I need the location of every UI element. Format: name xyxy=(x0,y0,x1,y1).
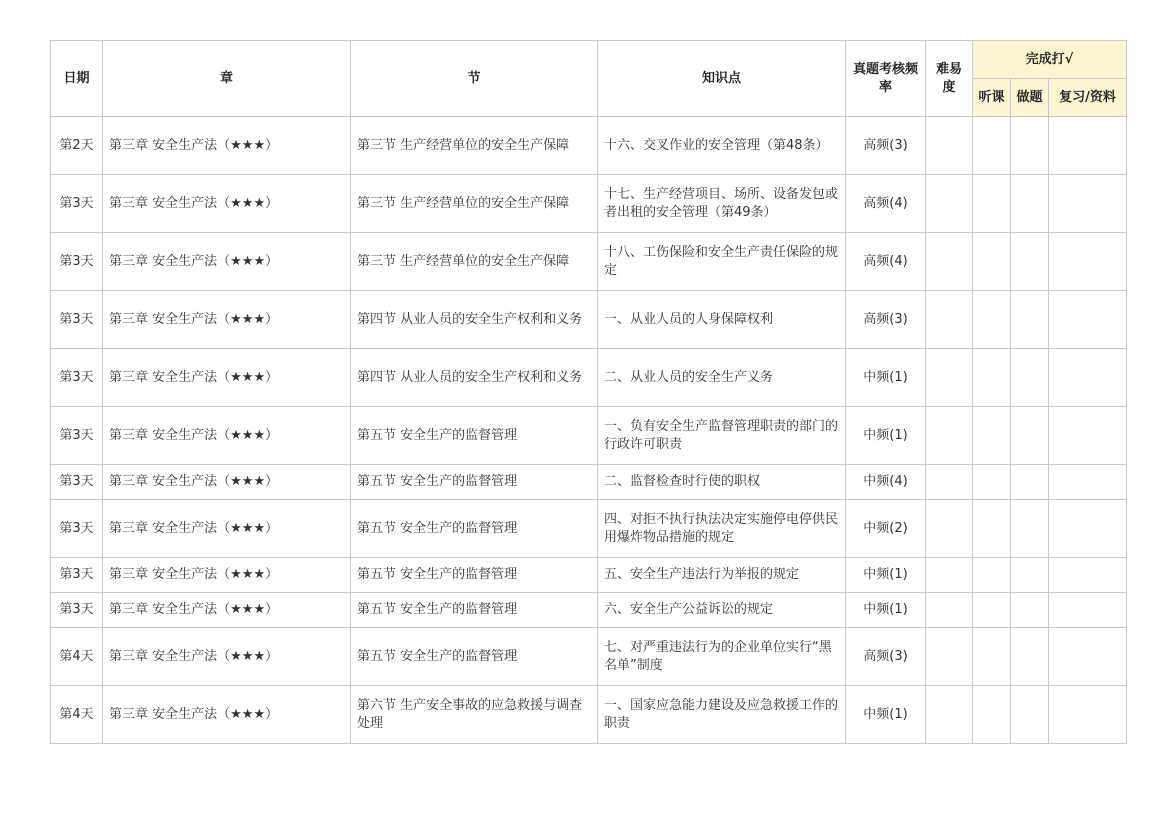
table-row xyxy=(51,593,1127,628)
section-cell: 第四节 从业人员的安全生产权利和义务 xyxy=(351,291,598,349)
difficulty-cell xyxy=(926,291,973,349)
listen-check-cell[interactable] xyxy=(973,175,1011,233)
header-exam-frequency: 真题考核频率 xyxy=(846,41,926,117)
date-cell: 第4天 xyxy=(51,686,103,744)
section-cell: 第五节 安全生产的监督管理 xyxy=(351,407,598,465)
difficulty-cell xyxy=(926,558,973,593)
table-row xyxy=(51,349,1127,407)
frequency-cell: 中频(1) xyxy=(846,407,926,465)
date-cell: 第3天 xyxy=(51,558,103,593)
listen-check-cell[interactable] xyxy=(973,558,1011,593)
review-check-cell[interactable] xyxy=(1049,117,1127,175)
knowledge-point-cell: 一、负有安全生产监督管理职责的部门的行政许可职责 xyxy=(598,407,846,465)
section-cell: 第三节 生产经营单位的安全生产保障 xyxy=(351,117,598,175)
review-check-cell[interactable] xyxy=(1049,558,1127,593)
listen-check-cell[interactable] xyxy=(973,233,1011,291)
header-completion: 完成打√ xyxy=(973,41,1127,79)
listen-check-cell[interactable] xyxy=(973,686,1011,744)
practice-check-cell[interactable] xyxy=(1011,558,1049,593)
table-body xyxy=(51,117,1127,744)
review-check-cell[interactable] xyxy=(1049,500,1127,558)
section-cell: 第五节 安全生产的监督管理 xyxy=(351,593,598,628)
date-cell: 第3天 xyxy=(51,407,103,465)
frequency-cell: 中频(1) xyxy=(846,686,926,744)
knowledge-point-cell: 二、从业人员的安全生产义务 xyxy=(598,349,846,407)
frequency-cell: 高频(3) xyxy=(846,628,926,686)
section-cell: 第六节 生产安全事故的应急救援与调查处理 xyxy=(351,686,598,744)
chapter-cell: 第三章 安全生产法（★★★） xyxy=(103,349,351,407)
difficulty-cell xyxy=(926,686,973,744)
difficulty-cell xyxy=(926,407,973,465)
chapter-cell: 第三章 安全生产法（★★★） xyxy=(103,500,351,558)
knowledge-point-cell: 十六、交叉作业的安全管理（第48条） xyxy=(598,117,846,175)
practice-check-cell[interactable] xyxy=(1011,686,1049,744)
table-row xyxy=(51,407,1127,465)
practice-check-cell[interactable] xyxy=(1011,500,1049,558)
review-check-cell[interactable] xyxy=(1049,291,1127,349)
review-check-cell[interactable] xyxy=(1049,407,1127,465)
section-cell: 第五节 安全生产的监督管理 xyxy=(351,558,598,593)
chapter-cell: 第三章 安全生产法（★★★） xyxy=(103,686,351,744)
header-review: 复习/资料 xyxy=(1049,79,1127,117)
difficulty-cell xyxy=(926,349,973,407)
frequency-cell: 中频(1) xyxy=(846,558,926,593)
review-check-cell[interactable] xyxy=(1049,233,1127,291)
listen-check-cell[interactable] xyxy=(973,593,1011,628)
header-difficulty: 难易度 xyxy=(926,41,973,117)
chapter-cell: 第三章 安全生产法（★★★） xyxy=(103,465,351,500)
practice-check-cell[interactable] xyxy=(1011,175,1049,233)
frequency-cell: 高频(3) xyxy=(846,291,926,349)
knowledge-point-cell: 十八、工伤保险和安全生产责任保险的规定 xyxy=(598,233,846,291)
section-cell: 第五节 安全生产的监督管理 xyxy=(351,500,598,558)
chapter-cell: 第三章 安全生产法（★★★） xyxy=(103,628,351,686)
chapter-cell: 第三章 安全生产法（★★★） xyxy=(103,407,351,465)
knowledge-point-cell: 一、国家应急能力建设及应急救援工作的职责 xyxy=(598,686,846,744)
practice-check-cell[interactable] xyxy=(1011,628,1049,686)
difficulty-cell xyxy=(926,500,973,558)
practice-check-cell[interactable] xyxy=(1011,465,1049,500)
date-cell: 第2天 xyxy=(51,117,103,175)
chapter-cell: 第三章 安全生产法（★★★） xyxy=(103,291,351,349)
chapter-cell: 第三章 安全生产法（★★★） xyxy=(103,558,351,593)
difficulty-cell xyxy=(926,628,973,686)
header-listen: 听课 xyxy=(973,79,1011,117)
header-practice: 做题 xyxy=(1011,79,1049,117)
table-row xyxy=(51,175,1127,233)
knowledge-point-cell: 一、从业人员的人身保障权利 xyxy=(598,291,846,349)
table-row xyxy=(51,558,1127,593)
listen-check-cell[interactable] xyxy=(973,117,1011,175)
knowledge-point-cell: 十七、生产经营项目、场所、设备发包或者出租的安全管理（第49条） xyxy=(598,175,846,233)
practice-check-cell[interactable] xyxy=(1011,233,1049,291)
frequency-cell: 中频(2) xyxy=(846,500,926,558)
practice-check-cell[interactable] xyxy=(1011,349,1049,407)
knowledge-point-cell: 六、安全生产公益诉讼的规定 xyxy=(598,593,846,628)
table-row xyxy=(51,628,1127,686)
date-cell: 第3天 xyxy=(51,233,103,291)
review-check-cell[interactable] xyxy=(1049,686,1127,744)
listen-check-cell[interactable] xyxy=(973,465,1011,500)
frequency-cell: 中频(1) xyxy=(846,593,926,628)
date-cell: 第3天 xyxy=(51,291,103,349)
frequency-cell: 中频(4) xyxy=(846,465,926,500)
frequency-cell: 高频(3) xyxy=(846,117,926,175)
chapter-cell: 第三章 安全生产法（★★★） xyxy=(103,117,351,175)
date-cell: 第3天 xyxy=(51,175,103,233)
section-cell: 第五节 安全生产的监督管理 xyxy=(351,628,598,686)
chapter-cell: 第三章 安全生产法（★★★） xyxy=(103,233,351,291)
frequency-cell: 高频(4) xyxy=(846,233,926,291)
section-cell: 第三节 生产经营单位的安全生产保障 xyxy=(351,233,598,291)
listen-check-cell[interactable] xyxy=(973,349,1011,407)
header-chapter: 章 xyxy=(103,41,351,117)
table-row xyxy=(51,291,1127,349)
section-cell: 第五节 安全生产的监督管理 xyxy=(351,465,598,500)
practice-check-cell[interactable] xyxy=(1011,117,1049,175)
table-row xyxy=(51,500,1127,558)
chapter-cell: 第三章 安全生产法（★★★） xyxy=(103,593,351,628)
date-cell: 第3天 xyxy=(51,349,103,407)
difficulty-cell xyxy=(926,117,973,175)
frequency-cell: 高频(4) xyxy=(846,175,926,233)
chapter-cell: 第三章 安全生产法（★★★） xyxy=(103,175,351,233)
knowledge-point-cell: 五、安全生产违法行为举报的规定 xyxy=(598,558,846,593)
knowledge-point-cell: 七、对严重违法行为的企业单位实行“黑名单”制度 xyxy=(598,628,846,686)
header-date: 日期 xyxy=(51,41,103,117)
frequency-cell: 中频(1) xyxy=(846,349,926,407)
table-row xyxy=(51,465,1127,500)
table-row xyxy=(51,686,1127,744)
listen-check-cell[interactable] xyxy=(973,628,1011,686)
date-cell: 第3天 xyxy=(51,500,103,558)
study-plan-table xyxy=(50,40,1127,744)
date-cell: 第4天 xyxy=(51,628,103,686)
review-check-cell[interactable] xyxy=(1049,628,1127,686)
review-check-cell[interactable] xyxy=(1049,175,1127,233)
difficulty-cell xyxy=(926,175,973,233)
listen-check-cell[interactable] xyxy=(973,500,1011,558)
difficulty-cell xyxy=(926,593,973,628)
date-cell: 第3天 xyxy=(51,593,103,628)
difficulty-cell xyxy=(926,465,973,500)
review-check-cell[interactable] xyxy=(1049,593,1127,628)
table-row xyxy=(51,233,1127,291)
review-check-cell[interactable] xyxy=(1049,349,1127,407)
practice-check-cell[interactable] xyxy=(1011,407,1049,465)
difficulty-cell xyxy=(926,233,973,291)
listen-check-cell[interactable] xyxy=(973,407,1011,465)
date-cell: 第3天 xyxy=(51,465,103,500)
section-cell: 第三节 生产经营单位的安全生产保障 xyxy=(351,175,598,233)
section-cell: 第四节 从业人员的安全生产权利和义务 xyxy=(351,349,598,407)
table-row xyxy=(51,117,1127,175)
practice-check-cell[interactable] xyxy=(1011,291,1049,349)
knowledge-point-cell: 四、对拒不执行执法决定实施停电停供民用爆炸物品措施的规定 xyxy=(598,500,846,558)
header-section: 节 xyxy=(351,41,598,117)
header-row xyxy=(51,41,1127,79)
practice-check-cell[interactable] xyxy=(1011,593,1049,628)
knowledge-point-cell: 二、监督检查时行使的职权 xyxy=(598,465,846,500)
listen-check-cell[interactable] xyxy=(973,291,1011,349)
header-knowledge-point: 知识点 xyxy=(598,41,846,117)
review-check-cell[interactable] xyxy=(1049,465,1127,500)
